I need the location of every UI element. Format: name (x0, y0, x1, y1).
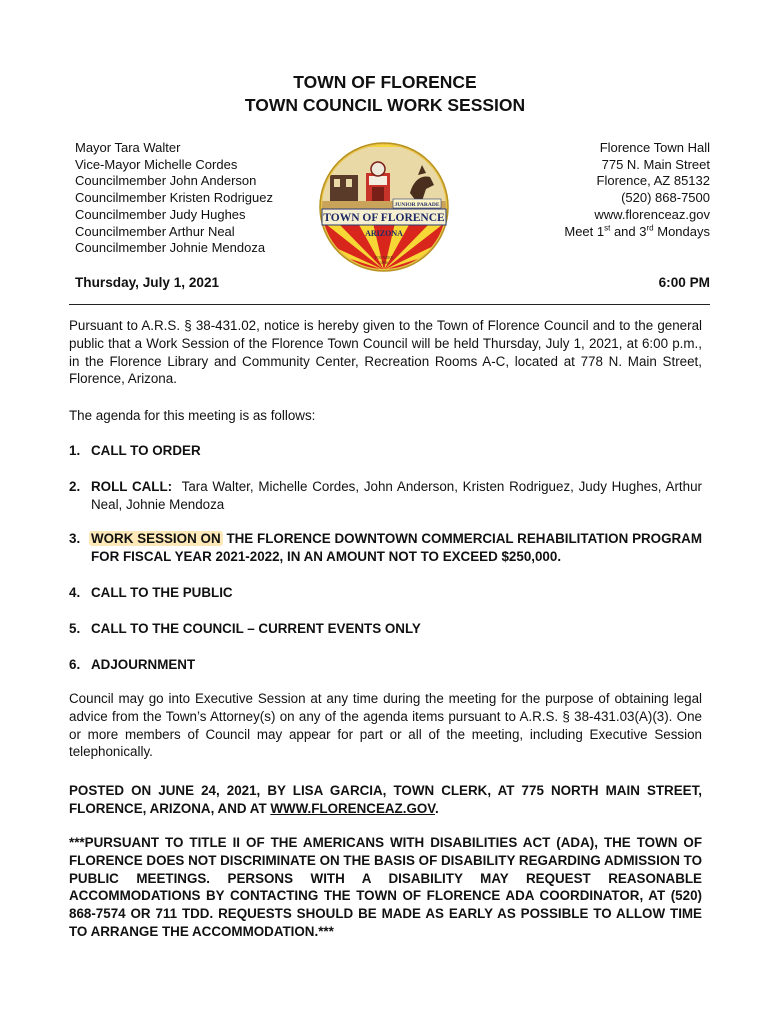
agenda-item-4: 4. CALL TO THE PUBLIC (69, 585, 233, 600)
meeting-schedule: Meet 1st and 3rd Mondays (564, 223, 710, 239)
town-seal (318, 135, 450, 285)
council-member: Mayor Tara Walter (75, 140, 181, 155)
highlighted-text: WORK SESSION ON (91, 531, 221, 546)
seal-sign-text: JUNIOR PARADE (394, 202, 440, 208)
council-member: Councilmember John Anderson (75, 173, 257, 189)
council-member: Councilmember Kristen Rodriguez (75, 190, 273, 206)
agenda-item-6: 6. ADJOURNMENT (69, 657, 196, 672)
council-member: Councilmember Arthur Neal (75, 223, 235, 239)
executive-session-paragraph: Council may go into Executive Session at any time during the meeting for the purpose of obtaining legal advice from the Town’s Attorney(s) on any of the agenda items pursuant to A.R.S. § 38-431.03(A)(3). One or more members of Council may appear for part or all of the meeting, including Executive Session telephonically. (69, 691, 702, 760)
header-divider (69, 304, 710, 305)
agenda-item-3: 3. WORK SESSION ON THE FLORENCE DOWNTOWN COMMERCIAL REHABILITATION PROGRAM FOR FISCAL YEAR 2021-2022, IN AN AMOUNT NOT TO EXCEED $250,000. (69, 531, 702, 564)
council-member: Vice-Mayor Michelle Cordes (75, 156, 238, 172)
ada-notice: ***PURSUANT TO TITLE II OF THE AMERICANS WITH DISABILITIES ACT (ADA), THE TOWN OF FLORENCE DOES NOT DISCRIMINATE ON THE BASIS OF DISABILITY REGARDING ADMISSION TO PUBLIC MEETINGS. PERSONS WITH A DISABILITY MAY REQUEST REASONABLE ACCOMMODATIONS BY CONTACTING THE TOWN OF FLORENCE ADA COORDINATOR, AT (520) 868-7574 OR 711 TDD. REQUESTS SHOULD BE MADE AS EARLY AS POSSIBLE TO ALLOW TIME TO ARRANGE THE ACCOMMODATION.*** (69, 835, 702, 939)
seal-founded-label: FOUNDED (374, 255, 394, 260)
agenda-intro: The agenda for this meeting is as follows: (69, 408, 316, 423)
agenda-item-2: 2. ROLL CALL: Tara Walter, Michelle Cordes, John Anderson, Kristen Rodriguez, Judy Hughes, Arthur Neal, Johnie Mendoza (69, 479, 702, 512)
website-link[interactable]: www.florenceaz.gov (594, 206, 710, 222)
meeting-time: 6:00 PM (658, 275, 710, 290)
seal-founded-year: 1866 (380, 260, 388, 265)
seal-state-text: ARIZONA (365, 229, 403, 238)
document-title: TOWN OF FLORENCE (293, 72, 477, 92)
document-subtitle: TOWN COUNCIL WORK SESSION (244, 95, 526, 115)
street-address: 775 N. Main Street (601, 156, 710, 172)
agenda-item-5: 5. CALL TO THE COUNCIL – CURRENT EVENTS ONLY (69, 621, 421, 636)
notice-paragraph: Pursuant to A.R.S. § 38-431.02, notice is hereby given to the Town of Florence Council and to the general public that a Work Session of the Florence Town Council will be held Thursday, July 1, 2021, at 6:00 p.m., in the Florence Library and Community Center, Recreation Rooms A-C, located at 778 N. Main Street, Florence, Arizona. (69, 318, 702, 387)
agenda-item-1: 1. CALL TO ORDER (69, 443, 201, 458)
council-member: Councilmember Judy Hughes (75, 206, 246, 222)
posted-notice: POSTED ON JUNE 24, 2021, BY LISA GARCIA, TOWN CLERK, AT 775 NORTH MAIN STREET, FLORENCE, ARIZONA, AND AT WWW.FLORENCEAZ.GOV. (69, 783, 702, 816)
roll-call-names: Tara Walter, Michelle Cordes, John Anderson, Kristen Rodriguez, Judy Hughes, Arthur Neal, Johnie Mendoza (91, 479, 702, 512)
council-member-list (75, 140, 273, 257)
phone-number: (520) 868-7500 (621, 190, 710, 206)
roll-call-label: ROLL CALL: (91, 479, 173, 494)
town-hall-name: Florence Town Hall (599, 140, 710, 155)
town-seal-graphic (318, 135, 450, 285)
website-link-posted[interactable]: WWW.FLORENCEAZ.GOV (270, 800, 435, 816)
council-member: Councilmember Johnie Mendoza (75, 240, 266, 256)
city-state-zip: Florence, AZ 85132 (596, 173, 710, 189)
meeting-date: Thursday, July 1, 2021 (75, 275, 220, 290)
seal-banner-text: TOWN OF FLORENCE (323, 212, 445, 224)
town-hall-address (564, 140, 710, 240)
